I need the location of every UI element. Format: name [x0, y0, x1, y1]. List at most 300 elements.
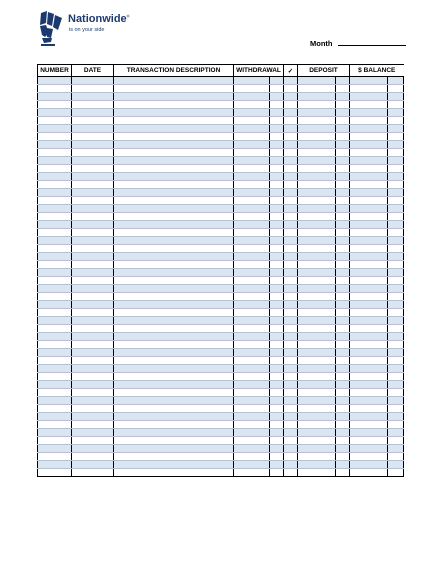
deposit-cell[interactable]: [298, 173, 336, 181]
date-cell[interactable]: [72, 245, 114, 253]
check-cell[interactable]: [284, 301, 298, 309]
date-cell[interactable]: [72, 397, 114, 405]
deposit-cell[interactable]: [298, 309, 336, 317]
withdrawal-cents-cell[interactable]: [270, 85, 284, 93]
number-cell[interactable]: [38, 221, 72, 229]
description-cell[interactable]: [114, 213, 234, 221]
balance-cents-cell[interactable]: [388, 397, 404, 405]
balance-cents-cell[interactable]: [388, 309, 404, 317]
deposit-cents-cell[interactable]: [336, 181, 350, 189]
number-cell[interactable]: [38, 245, 72, 253]
withdrawal-cents-cell[interactable]: [270, 117, 284, 125]
date-cell[interactable]: [72, 77, 114, 85]
balance-cents-cell[interactable]: [388, 357, 404, 365]
deposit-cell[interactable]: [298, 85, 336, 93]
description-cell[interactable]: [114, 301, 234, 309]
date-cell[interactable]: [72, 389, 114, 397]
balance-cents-cell[interactable]: [388, 205, 404, 213]
withdrawal-cell[interactable]: [234, 245, 270, 253]
withdrawal-cell[interactable]: [234, 285, 270, 293]
balance-cell[interactable]: [350, 85, 388, 93]
check-cell[interactable]: [284, 165, 298, 173]
description-cell[interactable]: [114, 293, 234, 301]
date-cell[interactable]: [72, 221, 114, 229]
withdrawal-cell[interactable]: [234, 157, 270, 165]
date-cell[interactable]: [72, 285, 114, 293]
balance-cell[interactable]: [350, 157, 388, 165]
number-cell[interactable]: [38, 413, 72, 421]
deposit-cents-cell[interactable]: [336, 197, 350, 205]
date-cell[interactable]: [72, 469, 114, 477]
balance-cents-cell[interactable]: [388, 437, 404, 445]
balance-cents-cell[interactable]: [388, 101, 404, 109]
deposit-cell[interactable]: [298, 349, 336, 357]
check-cell[interactable]: [284, 189, 298, 197]
deposit-cell[interactable]: [298, 101, 336, 109]
number-cell[interactable]: [38, 365, 72, 373]
date-cell[interactable]: [72, 189, 114, 197]
date-cell[interactable]: [72, 213, 114, 221]
date-cell[interactable]: [72, 373, 114, 381]
balance-cell[interactable]: [350, 149, 388, 157]
check-cell[interactable]: [284, 341, 298, 349]
deposit-cell[interactable]: [298, 109, 336, 117]
date-cell[interactable]: [72, 301, 114, 309]
date-cell[interactable]: [72, 421, 114, 429]
check-cell[interactable]: [284, 437, 298, 445]
date-cell[interactable]: [72, 445, 114, 453]
withdrawal-cell[interactable]: [234, 165, 270, 173]
deposit-cell[interactable]: [298, 277, 336, 285]
deposit-cell[interactable]: [298, 325, 336, 333]
balance-cents-cell[interactable]: [388, 469, 404, 477]
description-cell[interactable]: [114, 349, 234, 357]
withdrawal-cents-cell[interactable]: [270, 141, 284, 149]
description-cell[interactable]: [114, 277, 234, 285]
description-cell[interactable]: [114, 421, 234, 429]
date-cell[interactable]: [72, 157, 114, 165]
withdrawal-cents-cell[interactable]: [270, 237, 284, 245]
check-cell[interactable]: [284, 245, 298, 253]
description-cell[interactable]: [114, 373, 234, 381]
description-cell[interactable]: [114, 101, 234, 109]
deposit-cell[interactable]: [298, 413, 336, 421]
check-cell[interactable]: [284, 173, 298, 181]
check-cell[interactable]: [284, 285, 298, 293]
deposit-cell[interactable]: [298, 381, 336, 389]
check-cell[interactable]: [284, 221, 298, 229]
date-cell[interactable]: [72, 229, 114, 237]
description-cell[interactable]: [114, 453, 234, 461]
withdrawal-cents-cell[interactable]: [270, 261, 284, 269]
description-cell[interactable]: [114, 269, 234, 277]
balance-cell[interactable]: [350, 221, 388, 229]
balance-cell[interactable]: [350, 301, 388, 309]
withdrawal-cents-cell[interactable]: [270, 157, 284, 165]
date-cell[interactable]: [72, 93, 114, 101]
balance-cell[interactable]: [350, 125, 388, 133]
description-cell[interactable]: [114, 93, 234, 101]
date-cell[interactable]: [72, 125, 114, 133]
withdrawal-cents-cell[interactable]: [270, 357, 284, 365]
check-cell[interactable]: [284, 125, 298, 133]
balance-cell[interactable]: [350, 237, 388, 245]
number-cell[interactable]: [38, 285, 72, 293]
withdrawal-cents-cell[interactable]: [270, 197, 284, 205]
balance-cell[interactable]: [350, 453, 388, 461]
deposit-cents-cell[interactable]: [336, 93, 350, 101]
number-cell[interactable]: [38, 237, 72, 245]
withdrawal-cents-cell[interactable]: [270, 149, 284, 157]
check-cell[interactable]: [284, 117, 298, 125]
balance-cents-cell[interactable]: [388, 197, 404, 205]
withdrawal-cents-cell[interactable]: [270, 269, 284, 277]
withdrawal-cents-cell[interactable]: [270, 325, 284, 333]
description-cell[interactable]: [114, 77, 234, 85]
number-cell[interactable]: [38, 101, 72, 109]
balance-cents-cell[interactable]: [388, 133, 404, 141]
withdrawal-cell[interactable]: [234, 437, 270, 445]
withdrawal-cents-cell[interactable]: [270, 341, 284, 349]
date-cell[interactable]: [72, 309, 114, 317]
withdrawal-cents-cell[interactable]: [270, 309, 284, 317]
number-cell[interactable]: [38, 333, 72, 341]
number-cell[interactable]: [38, 149, 72, 157]
check-cell[interactable]: [284, 469, 298, 477]
withdrawal-cents-cell[interactable]: [270, 365, 284, 373]
balance-cents-cell[interactable]: [388, 173, 404, 181]
balance-cents-cell[interactable]: [388, 341, 404, 349]
date-cell[interactable]: [72, 173, 114, 181]
deposit-cell[interactable]: [298, 301, 336, 309]
deposit-cents-cell[interactable]: [336, 173, 350, 181]
number-cell[interactable]: [38, 261, 72, 269]
withdrawal-cell[interactable]: [234, 261, 270, 269]
balance-cents-cell[interactable]: [388, 277, 404, 285]
withdrawal-cents-cell[interactable]: [270, 133, 284, 141]
balance-cents-cell[interactable]: [388, 453, 404, 461]
check-cell[interactable]: [284, 317, 298, 325]
deposit-cents-cell[interactable]: [336, 325, 350, 333]
check-cell[interactable]: [284, 333, 298, 341]
balance-cell[interactable]: [350, 325, 388, 333]
balance-cents-cell[interactable]: [388, 213, 404, 221]
withdrawal-cell[interactable]: [234, 189, 270, 197]
deposit-cell[interactable]: [298, 429, 336, 437]
balance-cell[interactable]: [350, 317, 388, 325]
withdrawal-cents-cell[interactable]: [270, 245, 284, 253]
withdrawal-cell[interactable]: [234, 365, 270, 373]
check-cell[interactable]: [284, 405, 298, 413]
balance-cell[interactable]: [350, 269, 388, 277]
balance-cents-cell[interactable]: [388, 93, 404, 101]
deposit-cents-cell[interactable]: [336, 261, 350, 269]
deposit-cents-cell[interactable]: [336, 109, 350, 117]
withdrawal-cents-cell[interactable]: [270, 173, 284, 181]
balance-cell[interactable]: [350, 229, 388, 237]
withdrawal-cell[interactable]: [234, 469, 270, 477]
number-cell[interactable]: [38, 197, 72, 205]
balance-cents-cell[interactable]: [388, 165, 404, 173]
deposit-cell[interactable]: [298, 253, 336, 261]
date-cell[interactable]: [72, 453, 114, 461]
balance-cell[interactable]: [350, 245, 388, 253]
withdrawal-cents-cell[interactable]: [270, 109, 284, 117]
description-cell[interactable]: [114, 125, 234, 133]
deposit-cell[interactable]: [298, 405, 336, 413]
date-cell[interactable]: [72, 365, 114, 373]
deposit-cents-cell[interactable]: [336, 445, 350, 453]
deposit-cents-cell[interactable]: [336, 317, 350, 325]
withdrawal-cents-cell[interactable]: [270, 333, 284, 341]
description-cell[interactable]: [114, 189, 234, 197]
deposit-cell[interactable]: [298, 357, 336, 365]
balance-cell[interactable]: [350, 189, 388, 197]
deposit-cents-cell[interactable]: [336, 293, 350, 301]
withdrawal-cents-cell[interactable]: [270, 421, 284, 429]
balance-cell[interactable]: [350, 277, 388, 285]
withdrawal-cents-cell[interactable]: [270, 437, 284, 445]
withdrawal-cell[interactable]: [234, 133, 270, 141]
description-cell[interactable]: [114, 285, 234, 293]
number-cell[interactable]: [38, 181, 72, 189]
deposit-cents-cell[interactable]: [336, 213, 350, 221]
balance-cell[interactable]: [350, 421, 388, 429]
balance-cents-cell[interactable]: [388, 381, 404, 389]
deposit-cell[interactable]: [298, 221, 336, 229]
date-cell[interactable]: [72, 141, 114, 149]
balance-cell[interactable]: [350, 77, 388, 85]
check-cell[interactable]: [284, 325, 298, 333]
withdrawal-cell[interactable]: [234, 349, 270, 357]
check-cell[interactable]: [284, 389, 298, 397]
number-cell[interactable]: [38, 213, 72, 221]
balance-cell[interactable]: [350, 117, 388, 125]
deposit-cents-cell[interactable]: [336, 285, 350, 293]
description-cell[interactable]: [114, 229, 234, 237]
number-cell[interactable]: [38, 229, 72, 237]
withdrawal-cents-cell[interactable]: [270, 373, 284, 381]
balance-cents-cell[interactable]: [388, 229, 404, 237]
withdrawal-cell[interactable]: [234, 109, 270, 117]
balance-cell[interactable]: [350, 397, 388, 405]
withdrawal-cents-cell[interactable]: [270, 125, 284, 133]
description-cell[interactable]: [114, 413, 234, 421]
deposit-cell[interactable]: [298, 213, 336, 221]
balance-cell[interactable]: [350, 469, 388, 477]
balance-cents-cell[interactable]: [388, 445, 404, 453]
withdrawal-cents-cell[interactable]: [270, 317, 284, 325]
deposit-cents-cell[interactable]: [336, 125, 350, 133]
deposit-cell[interactable]: [298, 77, 336, 85]
date-cell[interactable]: [72, 325, 114, 333]
description-cell[interactable]: [114, 181, 234, 189]
description-cell[interactable]: [114, 429, 234, 437]
check-cell[interactable]: [284, 397, 298, 405]
balance-cents-cell[interactable]: [388, 285, 404, 293]
balance-cents-cell[interactable]: [388, 421, 404, 429]
balance-cents-cell[interactable]: [388, 333, 404, 341]
deposit-cell[interactable]: [298, 461, 336, 469]
balance-cell[interactable]: [350, 173, 388, 181]
balance-cell[interactable]: [350, 413, 388, 421]
check-cell[interactable]: [284, 309, 298, 317]
number-cell[interactable]: [38, 325, 72, 333]
withdrawal-cell[interactable]: [234, 317, 270, 325]
withdrawal-cents-cell[interactable]: [270, 445, 284, 453]
date-cell[interactable]: [72, 237, 114, 245]
deposit-cell[interactable]: [298, 469, 336, 477]
withdrawal-cell[interactable]: [234, 237, 270, 245]
deposit-cell[interactable]: [298, 365, 336, 373]
number-cell[interactable]: [38, 157, 72, 165]
description-cell[interactable]: [114, 397, 234, 405]
deposit-cents-cell[interactable]: [336, 453, 350, 461]
withdrawal-cell[interactable]: [234, 141, 270, 149]
description-cell[interactable]: [114, 445, 234, 453]
withdrawal-cents-cell[interactable]: [270, 429, 284, 437]
number-cell[interactable]: [38, 421, 72, 429]
date-cell[interactable]: [72, 181, 114, 189]
deposit-cents-cell[interactable]: [336, 413, 350, 421]
balance-cell[interactable]: [350, 461, 388, 469]
deposit-cell[interactable]: [298, 205, 336, 213]
withdrawal-cell[interactable]: [234, 293, 270, 301]
withdrawal-cell[interactable]: [234, 333, 270, 341]
description-cell[interactable]: [114, 325, 234, 333]
check-cell[interactable]: [284, 253, 298, 261]
withdrawal-cell[interactable]: [234, 325, 270, 333]
deposit-cell[interactable]: [298, 421, 336, 429]
check-cell[interactable]: [284, 357, 298, 365]
withdrawal-cell[interactable]: [234, 389, 270, 397]
description-cell[interactable]: [114, 309, 234, 317]
withdrawal-cell[interactable]: [234, 429, 270, 437]
withdrawal-cell[interactable]: [234, 205, 270, 213]
balance-cents-cell[interactable]: [388, 269, 404, 277]
balance-cents-cell[interactable]: [388, 293, 404, 301]
deposit-cell[interactable]: [298, 125, 336, 133]
balance-cell[interactable]: [350, 205, 388, 213]
withdrawal-cell[interactable]: [234, 85, 270, 93]
number-cell[interactable]: [38, 253, 72, 261]
deposit-cents-cell[interactable]: [336, 333, 350, 341]
balance-cell[interactable]: [350, 93, 388, 101]
withdrawal-cell[interactable]: [234, 453, 270, 461]
number-cell[interactable]: [38, 469, 72, 477]
deposit-cell[interactable]: [298, 237, 336, 245]
withdrawal-cents-cell[interactable]: [270, 181, 284, 189]
deposit-cents-cell[interactable]: [336, 277, 350, 285]
balance-cell[interactable]: [350, 365, 388, 373]
balance-cell[interactable]: [350, 373, 388, 381]
deposit-cell[interactable]: [298, 229, 336, 237]
check-cell[interactable]: [284, 229, 298, 237]
deposit-cell[interactable]: [298, 285, 336, 293]
balance-cell[interactable]: [350, 389, 388, 397]
number-cell[interactable]: [38, 405, 72, 413]
deposit-cell[interactable]: [298, 317, 336, 325]
withdrawal-cell[interactable]: [234, 229, 270, 237]
withdrawal-cents-cell[interactable]: [270, 461, 284, 469]
deposit-cents-cell[interactable]: [336, 189, 350, 197]
withdrawal-cents-cell[interactable]: [270, 389, 284, 397]
balance-cell[interactable]: [350, 109, 388, 117]
withdrawal-cents-cell[interactable]: [270, 469, 284, 477]
deposit-cents-cell[interactable]: [336, 309, 350, 317]
description-cell[interactable]: [114, 149, 234, 157]
description-cell[interactable]: [114, 469, 234, 477]
deposit-cents-cell[interactable]: [336, 85, 350, 93]
date-cell[interactable]: [72, 205, 114, 213]
balance-cell[interactable]: [350, 309, 388, 317]
deposit-cents-cell[interactable]: [336, 437, 350, 445]
deposit-cell[interactable]: [298, 245, 336, 253]
number-cell[interactable]: [38, 389, 72, 397]
number-cell[interactable]: [38, 397, 72, 405]
check-cell[interactable]: [284, 421, 298, 429]
number-cell[interactable]: [38, 77, 72, 85]
number-cell[interactable]: [38, 117, 72, 125]
balance-cents-cell[interactable]: [388, 261, 404, 269]
deposit-cents-cell[interactable]: [336, 101, 350, 109]
number-cell[interactable]: [38, 173, 72, 181]
check-cell[interactable]: [284, 461, 298, 469]
deposit-cell[interactable]: [298, 93, 336, 101]
withdrawal-cents-cell[interactable]: [270, 285, 284, 293]
withdrawal-cell[interactable]: [234, 93, 270, 101]
date-cell[interactable]: [72, 85, 114, 93]
balance-cents-cell[interactable]: [388, 301, 404, 309]
description-cell[interactable]: [114, 197, 234, 205]
check-cell[interactable]: [284, 381, 298, 389]
balance-cell[interactable]: [350, 133, 388, 141]
balance-cents-cell[interactable]: [388, 85, 404, 93]
balance-cents-cell[interactable]: [388, 157, 404, 165]
deposit-cents-cell[interactable]: [336, 421, 350, 429]
number-cell[interactable]: [38, 133, 72, 141]
deposit-cents-cell[interactable]: [336, 373, 350, 381]
number-cell[interactable]: [38, 357, 72, 365]
date-cell[interactable]: [72, 149, 114, 157]
date-cell[interactable]: [72, 341, 114, 349]
balance-cents-cell[interactable]: [388, 365, 404, 373]
withdrawal-cell[interactable]: [234, 373, 270, 381]
number-cell[interactable]: [38, 309, 72, 317]
withdrawal-cell[interactable]: [234, 125, 270, 133]
balance-cell[interactable]: [350, 101, 388, 109]
deposit-cents-cell[interactable]: [336, 365, 350, 373]
date-cell[interactable]: [72, 429, 114, 437]
date-cell[interactable]: [72, 461, 114, 469]
withdrawal-cell[interactable]: [234, 301, 270, 309]
date-cell[interactable]: [72, 357, 114, 365]
deposit-cents-cell[interactable]: [336, 117, 350, 125]
balance-cents-cell[interactable]: [388, 237, 404, 245]
withdrawal-cents-cell[interactable]: [270, 77, 284, 85]
balance-cents-cell[interactable]: [388, 253, 404, 261]
withdrawal-cell[interactable]: [234, 181, 270, 189]
deposit-cell[interactable]: [298, 445, 336, 453]
balance-cents-cell[interactable]: [388, 317, 404, 325]
withdrawal-cell[interactable]: [234, 381, 270, 389]
balance-cell[interactable]: [350, 405, 388, 413]
deposit-cents-cell[interactable]: [336, 253, 350, 261]
withdrawal-cell[interactable]: [234, 149, 270, 157]
number-cell[interactable]: [38, 93, 72, 101]
deposit-cell[interactable]: [298, 165, 336, 173]
description-cell[interactable]: [114, 381, 234, 389]
